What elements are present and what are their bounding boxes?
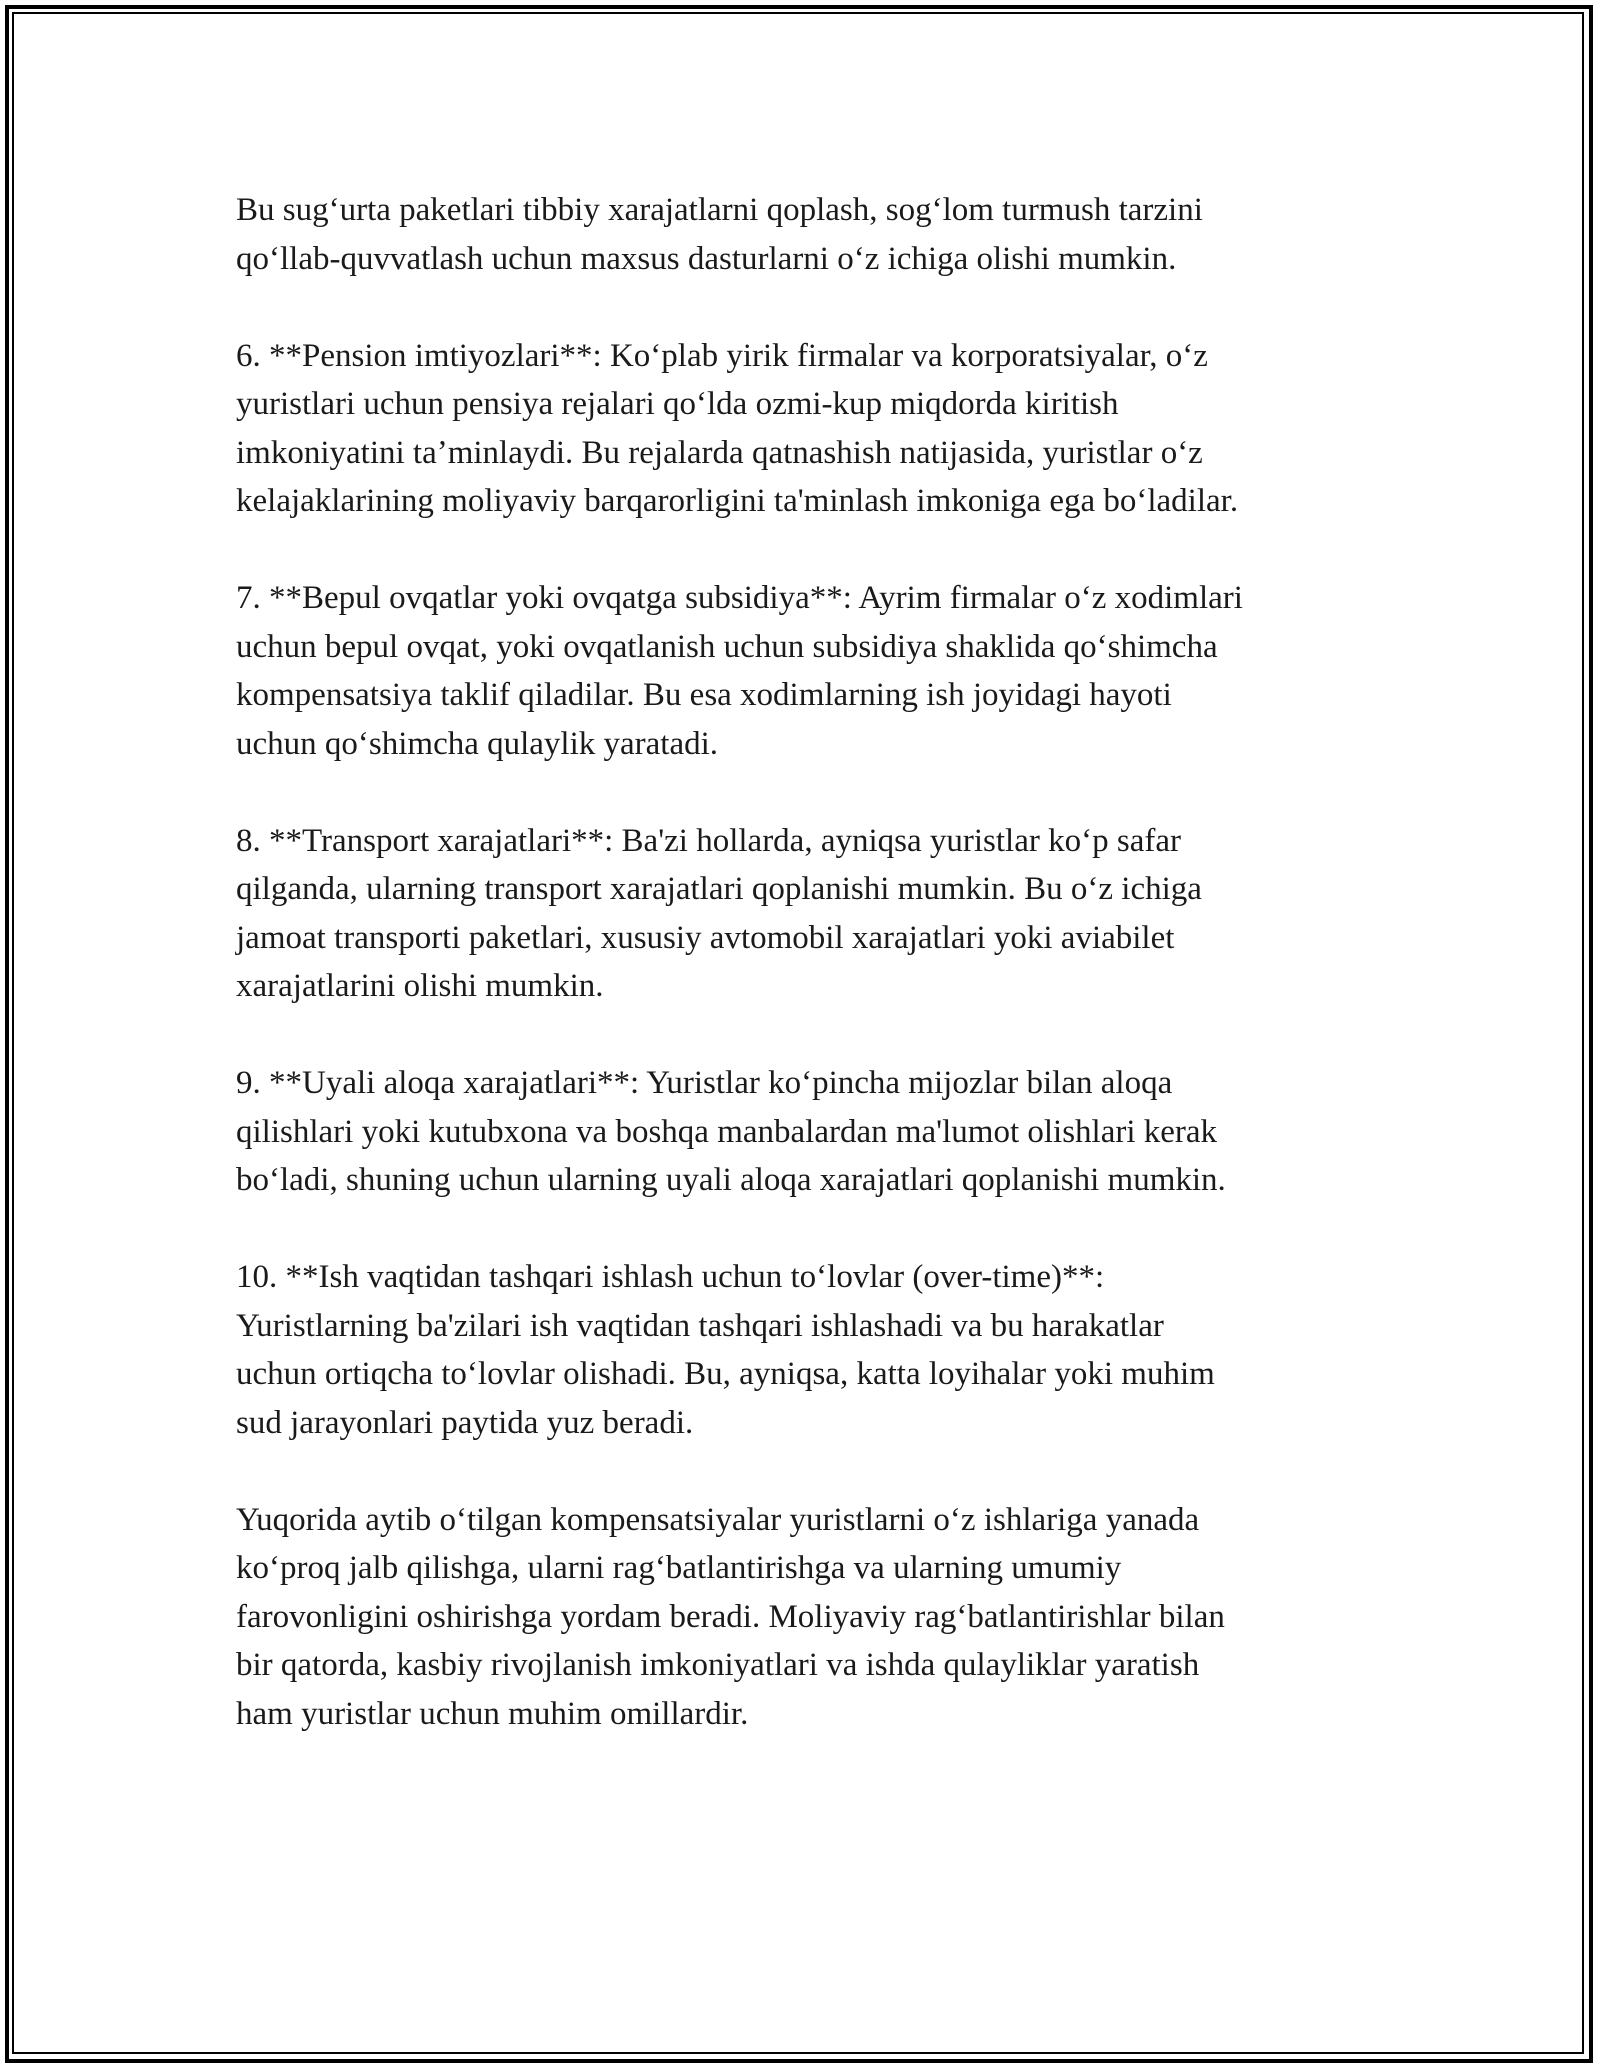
paragraph-pension-benefits: 6. **Pension imtiyozlari**: Koʻplab yirik firmalar va korporatsiyalar, oʻz yuristlari uchun pensiya rejalari qoʻlda ozmi-kup miqdorda kiritish imkoniyatini taʼminlaydi. Bu rejalarda qatnashish natijasida, yuristlar oʻz kelajaklarining moliyaviy barqarorligini ta'minlash imkoniga ega boʻladilar. xyxy=(236,337,1239,519)
document-body xyxy=(236,186,1386,1787)
paragraph-free-meals: 7. **Bepul ovqatlar yoki ovqatga subsidiya**: Ayrim firmalar oʻz xodimlari uchun bepul ovqat, yoki ovqatlanish uchun subsidiya shaklida qoʻshimcha kompensatsiya taklif qiladilar. Bu esa xodimlarning ish joyidagi hayoti uchun qoʻshimcha qulaylik yaratadi. xyxy=(236,580,1243,762)
paragraph-overtime-payments: 10. **Ish vaqtidan tashqari ishlash uchun toʻlovlar (over-time)**: Yuristlarning ba'zilari ish vaqtidan tashqari ishlashadi va bu harakatlar uchun ortiqcha toʻlovlar olishadi. Bu, ayniqsa, katta loyihalar yoki muhim sud jarayonlari paytida yuz beradi. xyxy=(236,1259,1215,1441)
paragraph-insurance-intro: Bu sugʻurta paketlari tibbiy xarajatlarni qoplash, sogʻlom turmush tarzini qoʻllab-quvvatlash uchun maxsus dasturlarni oʻz ichiga olishi mumkin. xyxy=(236,192,1203,277)
paragraph-conclusion: Yuqorida aytib oʻtilgan kompensatsiyalar yuristlarni oʻz ishlariga yanada koʻproq jalb qilishga, ularni ragʻbatlantirishga va ularning umumiy farovonligini oshirishga yordam beradi. Moliyaviy ragʻbatlantirishlar bilan bir qatorda, kasbiy rivojlanish imkoniyatlari va ishda qulayliklar yaratish ham yuristlar uchun muhim omillardir. xyxy=(236,1501,1225,1732)
paragraph-transport-expenses: 8. **Transport xarajatlari**: Ba'zi hollarda, ayniqsa yuristlar koʻp safar qilganda, ularning transport xarajatlari qoplanishi mumkin. Bu oʻz ichiga jamoat transporti paketlari, xususiy avtomobil xarajatlari yoki aviabilet xarajatlarini olishi mumkin. xyxy=(236,822,1202,1004)
paragraph-mobile-expenses: 9. **Uyali aloqa xarajatlari**: Yuristlar koʻpincha mijozlar bilan aloqa qilishlari yoki kutubxona va boshqa manbalardan ma'lumot olishlari kerak boʻladi, shuning uchun ularning uyali aloqa xarajatlari qoplanishi mumkin. xyxy=(236,1065,1226,1198)
